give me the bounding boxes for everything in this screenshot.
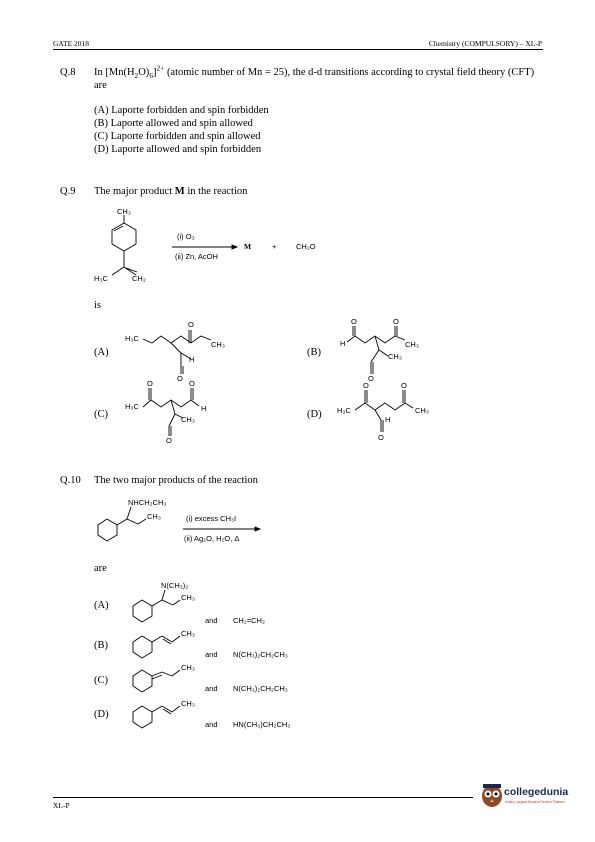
q8-option-b[interactable]: (B) Laporte allowed and spin allowed <box>94 118 253 129</box>
q10-sm-ch3: CH₃ <box>147 512 161 521</box>
header-left: GATE 2018 <box>53 39 90 48</box>
q9-b-o1: O <box>351 318 357 326</box>
q9-text-pre: The major product <box>94 186 175 197</box>
q10-a-ch3: CH₃ <box>181 593 195 602</box>
q9-d-o3: O <box>378 433 384 442</box>
q9-a-o1: O <box>188 320 194 329</box>
q10-b-and: and <box>205 650 218 659</box>
q9-c-o3: O <box>166 436 172 445</box>
brand-tagline: India's Largest Student Review Platform <box>505 800 566 804</box>
q9-option-structures <box>115 318 555 453</box>
q9-b-o2: O <box>393 318 399 326</box>
q10-d-ch3: CH₃ <box>181 699 195 708</box>
q9-text-post: in the reaction <box>184 186 248 197</box>
q9-plus: + <box>272 242 277 251</box>
q9-c-h3c: H₃C <box>125 402 139 411</box>
q8-option-c[interactable]: (C) Laporte forbidden and spin allowed <box>94 131 261 142</box>
q10-option-d-label[interactable]: (D) <box>94 709 109 720</box>
q9-option-c-label[interactable]: (C) <box>94 409 108 420</box>
q9-c-o1: O <box>147 379 153 388</box>
q9-option-a-label[interactable]: (A) <box>94 347 109 358</box>
q9-a-ch3: CH₃ <box>211 340 225 349</box>
q9-sm-ring <box>112 223 136 251</box>
q8-question: In $[Mn(H_2O)_6]^{2+}$ (atomic number of Mn = 25), the d-d transitions according to crystal field theory (CFT) are <box>94 63 535 91</box>
q9-reaction-scheme <box>80 205 340 290</box>
q9-a-h: H <box>189 355 195 364</box>
q10-a-coproduct: CH₂=CH₂ <box>233 616 265 625</box>
q8-text-pre: In [Mn(H <box>94 67 135 78</box>
q9-structure-b <box>340 318 419 383</box>
q10-sm-amine: NHCH₂CH₃ <box>128 498 167 507</box>
q10-b-ch3: CH₃ <box>181 629 195 638</box>
q10-a-nme2: N(CH₃)₂ <box>161 581 189 590</box>
owl-icon <box>480 782 504 808</box>
q9-reagent-1: (i) O₃ <box>177 232 195 241</box>
brand-name: collegedunia <box>504 786 569 798</box>
q10-d-coproduct: HN(CH₃)CH₂CH₃ <box>233 720 291 729</box>
q10-reaction-scheme <box>90 495 290 555</box>
q10-number: Q.10 <box>60 475 81 486</box>
q10-b-coproduct: N(CH₃)₂CH₂CH₃ <box>233 650 288 659</box>
q9-d-h3c: H₃C <box>337 406 351 415</box>
q9-number: Q.9 <box>60 186 76 197</box>
q9-b-o3: O <box>368 374 374 383</box>
q9-text-bold: M <box>174 186 185 197</box>
q9-sm-ch3: CH₃ <box>117 207 131 216</box>
q9-option-d-label[interactable]: (D) <box>307 409 322 420</box>
q9-a-h3c: H₃C <box>125 334 139 343</box>
q10-question: The two major products of the reaction <box>94 475 258 486</box>
q8-option-a[interactable]: (A) Laporte forbidden and spin forbidden <box>94 105 269 116</box>
header-right: Chemistry (COMPULSORY) – XL-P <box>428 39 542 48</box>
q9-b-ch3-2: CH₃ <box>388 352 402 361</box>
q10-option-b-label[interactable]: (B) <box>94 640 108 651</box>
footer-left: XL-P <box>53 801 70 810</box>
q9-coproduct: CH₂O <box>296 242 316 251</box>
q10-option-c-label[interactable]: (C) <box>94 675 108 686</box>
q10-c-coproduct: N(CH₃)₂CH₂CH₃ <box>233 684 288 693</box>
q9-c-ch3: CH₃ <box>181 415 195 424</box>
q8-text-post: (atomic number of Mn = 25), the d-d transitions according to crystal field theory (CFT) are <box>94 67 535 91</box>
footer-rule <box>53 797 473 798</box>
q9-d-h: H <box>385 415 391 424</box>
q10-d-and: and <box>205 720 218 729</box>
q10-reagent-2: (ii) Ag₂O, H₂O, Δ <box>184 534 240 543</box>
q9-structure-c <box>125 379 206 445</box>
q10-structure-d <box>133 699 290 729</box>
q9-sm-ch2: CH₂ <box>132 274 146 283</box>
q9-d-ch3: CH₃ <box>415 406 429 415</box>
q9-sm-h3c: H₃C <box>94 274 108 283</box>
q8-number: Q.8 <box>60 67 76 78</box>
q10-c-and: and <box>205 684 218 693</box>
q8-options <box>94 104 269 156</box>
q9-option-b-label[interactable]: (B) <box>307 347 321 358</box>
q9-question <box>94 186 247 199</box>
q10-option-a-label[interactable]: (A) <box>94 600 109 611</box>
collegedunia-logo <box>480 782 580 812</box>
q9-structure-a <box>125 320 225 383</box>
q9-d-o2: O <box>401 381 407 390</box>
q10-reagent-1: (i) excess CH₃I <box>186 514 237 523</box>
q10-c-ch3: CH₃ <box>181 663 195 672</box>
q10-sm-ring <box>98 519 117 541</box>
q9-is: is <box>94 300 102 311</box>
q9-reagent-2: (ii) Zn, AcOH <box>175 252 218 261</box>
q9-c-o2: O <box>189 379 195 388</box>
q10-option-structures <box>125 578 345 738</box>
header-rule <box>53 49 543 50</box>
q9-c-h: H <box>201 404 207 413</box>
q8-option-d[interactable]: (D) Laporte allowed and spin forbidden <box>94 144 262 155</box>
q9-d-o1: O <box>363 381 369 390</box>
q9-b-ch3: CH₃ <box>405 340 419 349</box>
q10-structure-c <box>133 663 288 693</box>
q10-structure-a <box>133 581 265 625</box>
q10-a-and: and <box>205 616 218 625</box>
q10-are: are <box>94 563 107 574</box>
q10-structure-b <box>133 629 288 659</box>
q9-b-h: H <box>340 339 346 348</box>
q9-structure-d <box>337 381 429 442</box>
q9-product-m: M <box>244 242 252 251</box>
q9-a-o2: O <box>177 374 183 383</box>
